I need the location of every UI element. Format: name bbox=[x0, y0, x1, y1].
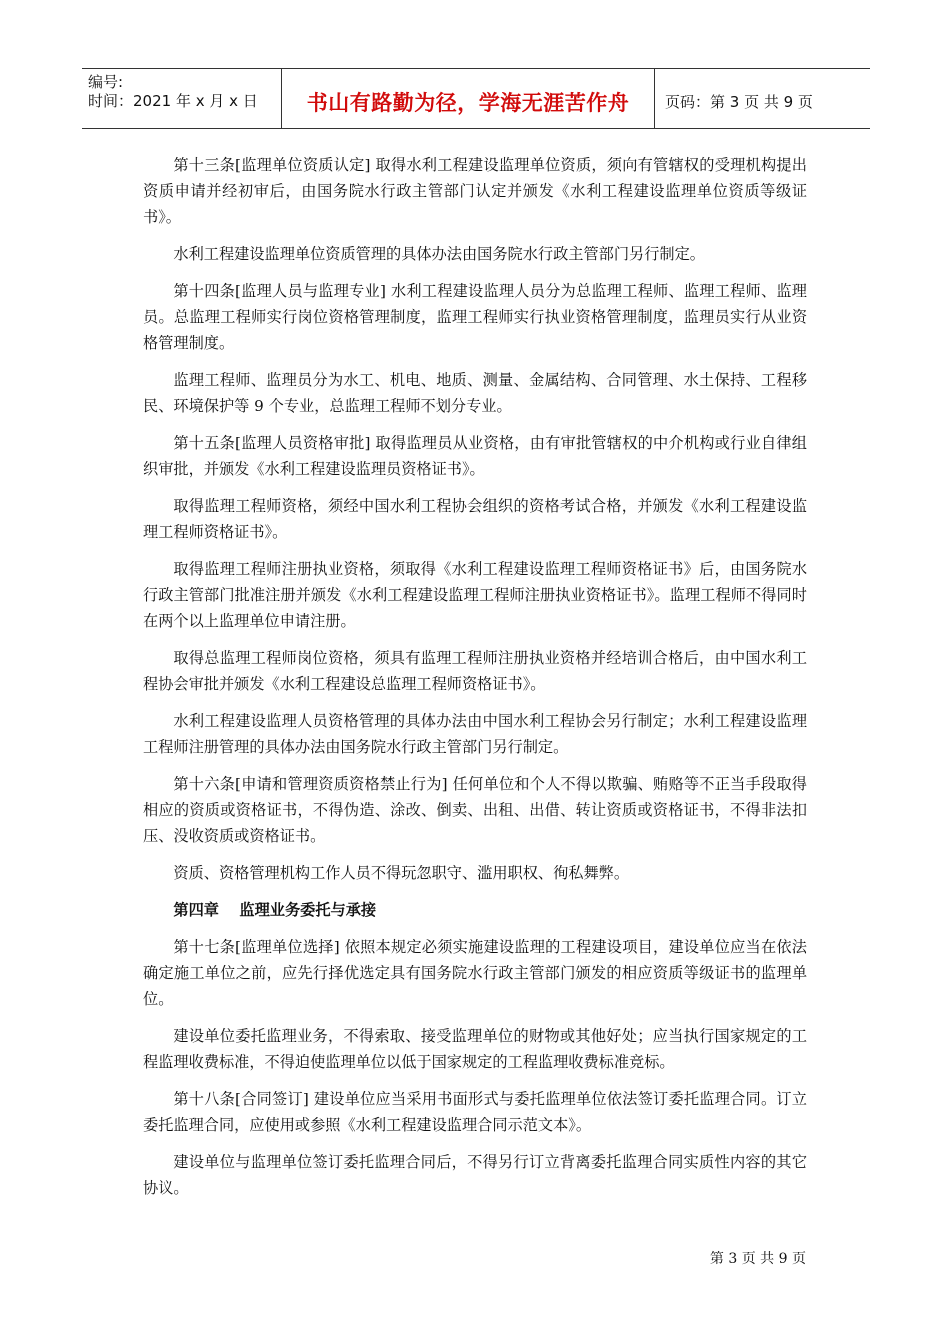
paragraph: 第十六条[申请和管理资质资格禁止行为] 任何单位和个人不得以欺骗、贿赂等不正当手段取得相应的资质或资格证书，不得伪造、涂改、倒卖、出租、出借、转让资质或资格证书，不得非法扣压、没收资质或资格证书。 bbox=[143, 775, 807, 845]
paragraph: 取得监理工程师注册执业资格，须取得《水利工程建设监理工程师资格证书》后，由国务院水行政主管部门批准注册并颁发《水利工程建设监理工程师注册执业资格证书》。监理工程师不得同时在两个以上监理单位申请注册。 bbox=[143, 560, 807, 630]
chapter-heading: 第四章 监理业务委托与承接 bbox=[173, 901, 377, 919]
paragraph: 第十五条[监理人员资格审批] 取得监理员从业资格，由有审批管辖权的中介机构或行业自律组织审批，并颁发《水利工程建设监理员资格证书》。 bbox=[143, 434, 807, 478]
paragraph: 水利工程建设监理单位资质管理的具体办法由国务院水行政主管部门另行制定。 bbox=[173, 245, 705, 263]
document-date: 时间：2021 年 x 月 x 日 bbox=[88, 92, 258, 110]
paragraph: 第十七条[监理单位选择] 依照本规定必须实施建设监理的工程建设项目，建设单位应当在依法确定施工单位之前，应先行择优选定具有国务院水行政主管部门颁发的相应资质等级证书的监理单位。 bbox=[143, 938, 807, 1008]
paragraph: 建设单位委托监理业务，不得索取、接受监理单位的财物或其他好处；应当执行国家规定的工程监理收费标准，不得迫使监理单位以低于国家规定的工程监理收费标准竞标。 bbox=[143, 1027, 807, 1071]
header-page-info: 页码：第 3 页 共 9 页 bbox=[665, 93, 813, 111]
document-number-label: 编号: bbox=[88, 73, 124, 91]
header-meta bbox=[82, 69, 282, 128]
paragraph: 资质、资格管理机构工作人员不得玩忽职守、滥用职权、徇私舞弊。 bbox=[173, 864, 630, 882]
paragraph: 第十八条[合同签订] 建设单位应当采用书面形式与委托监理单位依法签订委托监理合同。订立委托监理合同，应使用或参照《水利工程建设监理合同示范文本》。 bbox=[143, 1090, 807, 1134]
paragraph: 水利工程建设监理人员资格管理的具体办法由中国水利工程协会另行制定；水利工程建设监理工程师注册管理的具体办法由国务院水行政主管部门另行制定。 bbox=[143, 712, 807, 756]
paragraph: 取得监理工程师资格，须经中国水利工程协会组织的资格考试合格，并颁发《水利工程建设监理工程师资格证书》。 bbox=[143, 497, 807, 541]
header-motto: 书山有路勤为径，学海无涯苦作舟 bbox=[282, 69, 655, 128]
paragraph: 第十四条[监理人员与监理专业] 水利工程建设监理人员分为总监理工程师、监理工程师、监理员。总监理工程师实行岗位资格管理制度，监理工程师实行执业资格管理制度，监理员实行从业资格管理制度。 bbox=[143, 282, 807, 352]
paragraph: 建设单位与监理单位签订委托监理合同后，不得另行订立背离委托监理合同实质性内容的其它协议。 bbox=[143, 1153, 807, 1197]
page-footer: 第 3 页 共 9 页 bbox=[709, 1251, 806, 1267]
paragraph: 第十三条[监理单位资质认定] 取得水利工程建设监理单位资质，须向有管辖权的受理机构提出资质申请并经初审后，由国务院水行政主管部门认定并颁发《水利工程建设监理单位资质等级证书》。 bbox=[143, 156, 807, 226]
document-body bbox=[143, 152, 807, 1212]
page-header bbox=[82, 68, 870, 129]
paragraph: 取得总监理工程师岗位资格，须具有监理工程师注册执业资格并经培训合格后，由中国水利工程协会审批并颁发《水利工程建设总监理工程师资格证书》。 bbox=[143, 649, 807, 693]
paragraph: 监理工程师、监理员分为水工、机电、地质、测量、金属结构、合同管理、水土保持、工程移民、环境保护等 9 个专业，总监理工程师不划分专业。 bbox=[143, 371, 807, 415]
